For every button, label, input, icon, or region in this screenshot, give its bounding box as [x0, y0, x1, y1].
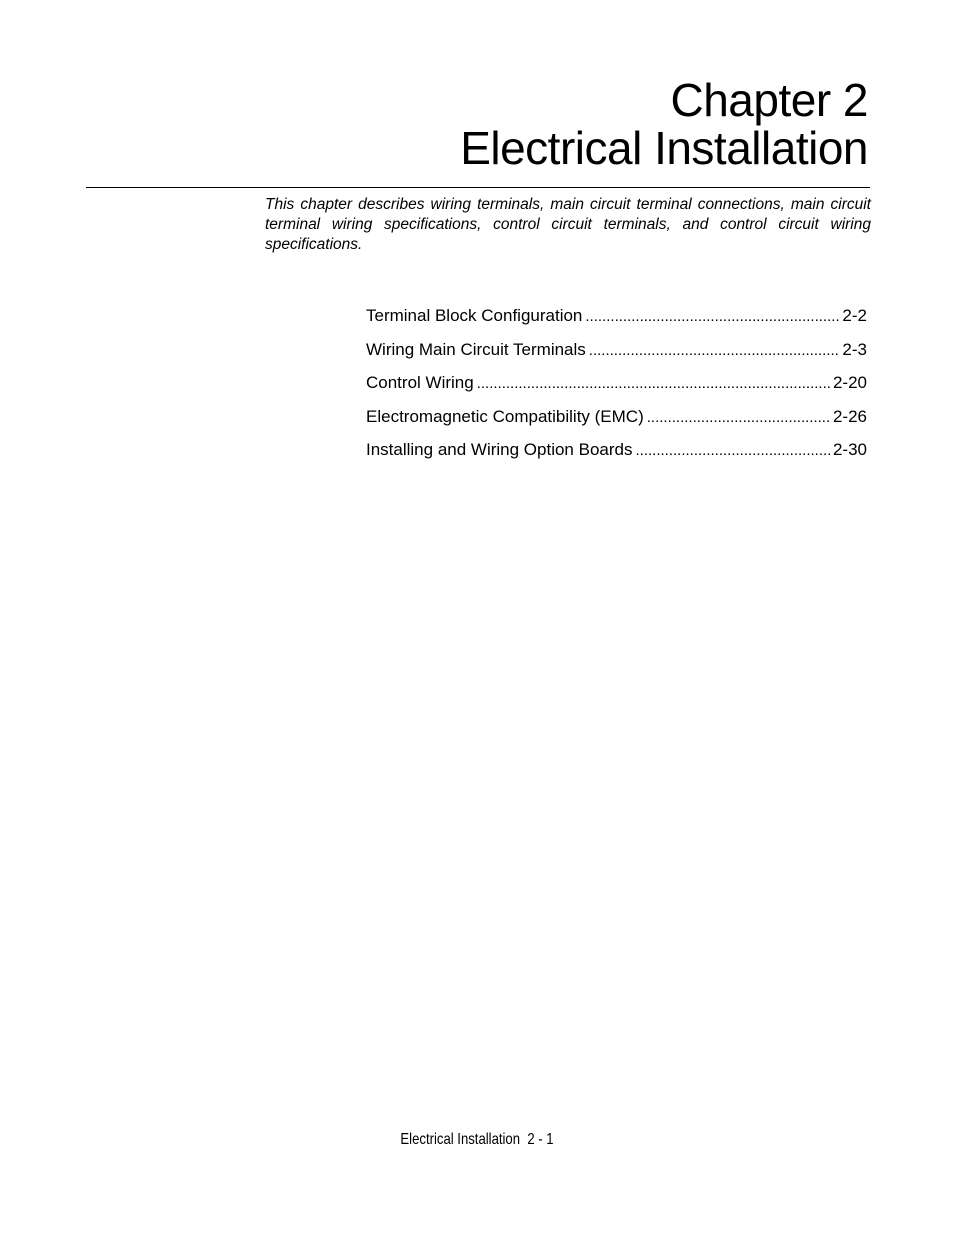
toc-entry[interactable] [366, 306, 867, 340]
chapter-heading [460, 76, 868, 172]
chapter-intro: This chapter describes wiring terminals, main circuit terminal connections, main circuit terminal wiring specifications, control circuit terminals, and control circuit wiring specifications. [265, 196, 871, 253]
toc-leader-dots [589, 342, 840, 359]
toc-entry-label: Electromagnetic Compatibility (EMC) [366, 406, 644, 426]
toc-entry[interactable] [366, 440, 867, 474]
toc-leader-dots [477, 375, 830, 392]
toc-entry-page: 2-20 [832, 373, 867, 392]
toc-entry-label: Control Wiring [366, 373, 474, 392]
toc-leader-dots [635, 442, 829, 459]
toc-entry[interactable] [366, 407, 867, 441]
toc-entry-label: Installing and Wiring Option Boards [366, 440, 633, 459]
toc-leader-dots [585, 308, 839, 325]
chapter-number: Chapter 2 [670, 74, 868, 126]
chapter-title: Electrical Installation [460, 122, 868, 174]
toc-entry-page: 2-30 [832, 440, 867, 459]
table-of-contents [366, 306, 867, 474]
toc-entry-label: Wiring Main Circuit Terminals [366, 339, 586, 359]
heading-rule [86, 187, 870, 188]
toc-entry[interactable] [366, 373, 867, 407]
toc-entry-page: 2-2 [842, 306, 867, 325]
page-footer: Electrical Installation 2 - 1 [400, 1131, 554, 1148]
toc-entry-label: Terminal Block Configuration [366, 306, 583, 325]
toc-entry-page: 2-26 [832, 406, 867, 426]
toc-entry-page: 2-3 [842, 339, 867, 359]
toc-leader-dots [647, 409, 830, 426]
toc-entry[interactable] [366, 340, 867, 374]
